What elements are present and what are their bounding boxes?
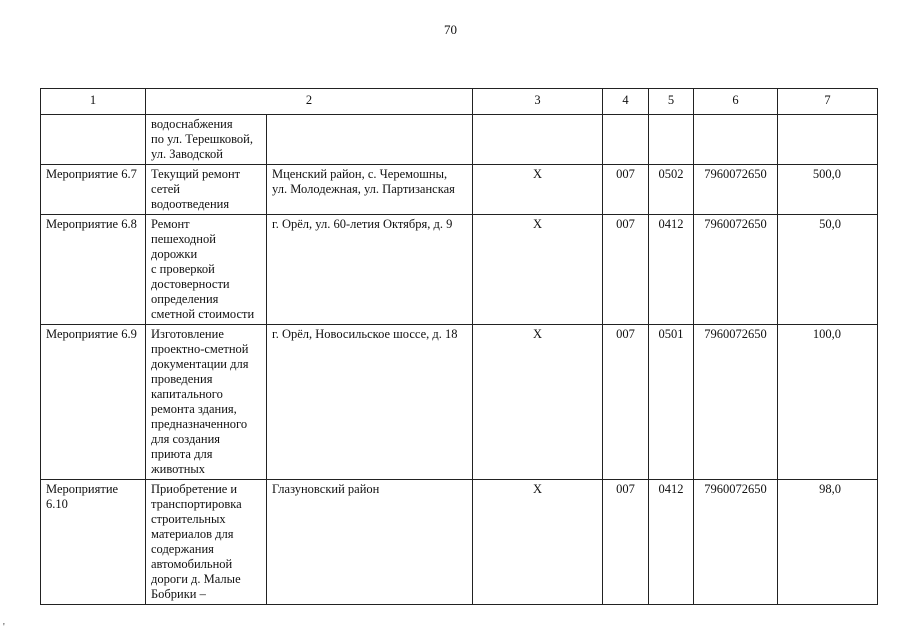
- cell-col4: 007: [603, 480, 649, 605]
- header-col-5: 5: [649, 89, 694, 115]
- cell-location: Глазуновский район: [267, 480, 473, 605]
- cell-col6: [694, 115, 778, 165]
- cell-col4: 007: [603, 165, 649, 215]
- cell-col3: Х: [473, 215, 603, 325]
- cell-col6: 7960072650: [694, 215, 778, 325]
- header-col-6: 6: [694, 89, 778, 115]
- table-row: [41, 215, 878, 325]
- cell-location: г. Орёл, Новосильское шоссе, д. 18: [267, 325, 473, 480]
- cell-col7: 50,0: [778, 215, 878, 325]
- cell-col5: 0502: [649, 165, 694, 215]
- cell-name: водоснабжения по ул. Терешковой, ул. Заводской: [146, 115, 267, 165]
- cell-col3: [473, 115, 603, 165]
- cell-col5: [649, 115, 694, 165]
- header-col-2: 2: [146, 89, 473, 115]
- cell-col6: 7960072650: [694, 325, 778, 480]
- cell-col4: 007: [603, 215, 649, 325]
- cell-col6: 7960072650: [694, 480, 778, 605]
- cell-name: Ремонт пешеходной дорожки с проверкой достоверности определения сметной стоимости: [146, 215, 267, 325]
- cell-col3: Х: [473, 165, 603, 215]
- header-col-3: 3: [473, 89, 603, 115]
- cell-col6: 7960072650: [694, 165, 778, 215]
- cell-name: Приобретение и транспортировка строительных материалов для содержания автомобильной дороги д. Малые Бобрики –: [146, 480, 267, 605]
- cell-col5: 0501: [649, 325, 694, 480]
- stray-mark: ': [3, 622, 5, 633]
- page-number: 70: [444, 22, 457, 37]
- cell-col7: 100,0: [778, 325, 878, 480]
- header-row: [41, 89, 878, 115]
- cell-col3: Х: [473, 325, 603, 480]
- cell-location: [267, 115, 473, 165]
- cell-col3: Х: [473, 480, 603, 605]
- cell-name: Изготовление проектно-сметной документации для проведения капитального ремонта здания, предназначенного для создания приюта для животных: [146, 325, 267, 480]
- header-col-1: 1: [41, 89, 146, 115]
- table-row: [41, 480, 878, 605]
- cell-col7: 98,0: [778, 480, 878, 605]
- continued-row: [41, 115, 878, 165]
- cell-col4: [603, 115, 649, 165]
- table-row: [41, 165, 878, 215]
- cell-id: [41, 115, 146, 165]
- cell-col5: 0412: [649, 215, 694, 325]
- cell-location: г. Орёл, ул. 60-летия Октября, д. 9: [267, 215, 473, 325]
- cell-id: Мероприятие 6.9: [41, 325, 146, 480]
- table-row: [41, 325, 878, 480]
- header-col-4: 4: [603, 89, 649, 115]
- cell-id: Мероприятие 6.10: [41, 480, 146, 605]
- cell-id: Мероприятие 6.8: [41, 215, 146, 325]
- cell-col5: 0412: [649, 480, 694, 605]
- cell-col7: 500,0: [778, 165, 878, 215]
- cell-name: Текущий ремонт сетей водоотведения: [146, 165, 267, 215]
- cell-location: Мценский район, с. Черемошны, ул. Молодежная, ул. Партизанская: [267, 165, 473, 215]
- cell-col4: 007: [603, 325, 649, 480]
- header-col-7: 7: [778, 89, 878, 115]
- cell-id: Мероприятие 6.7: [41, 165, 146, 215]
- cell-col7: [778, 115, 878, 165]
- budget-table: [40, 88, 878, 605]
